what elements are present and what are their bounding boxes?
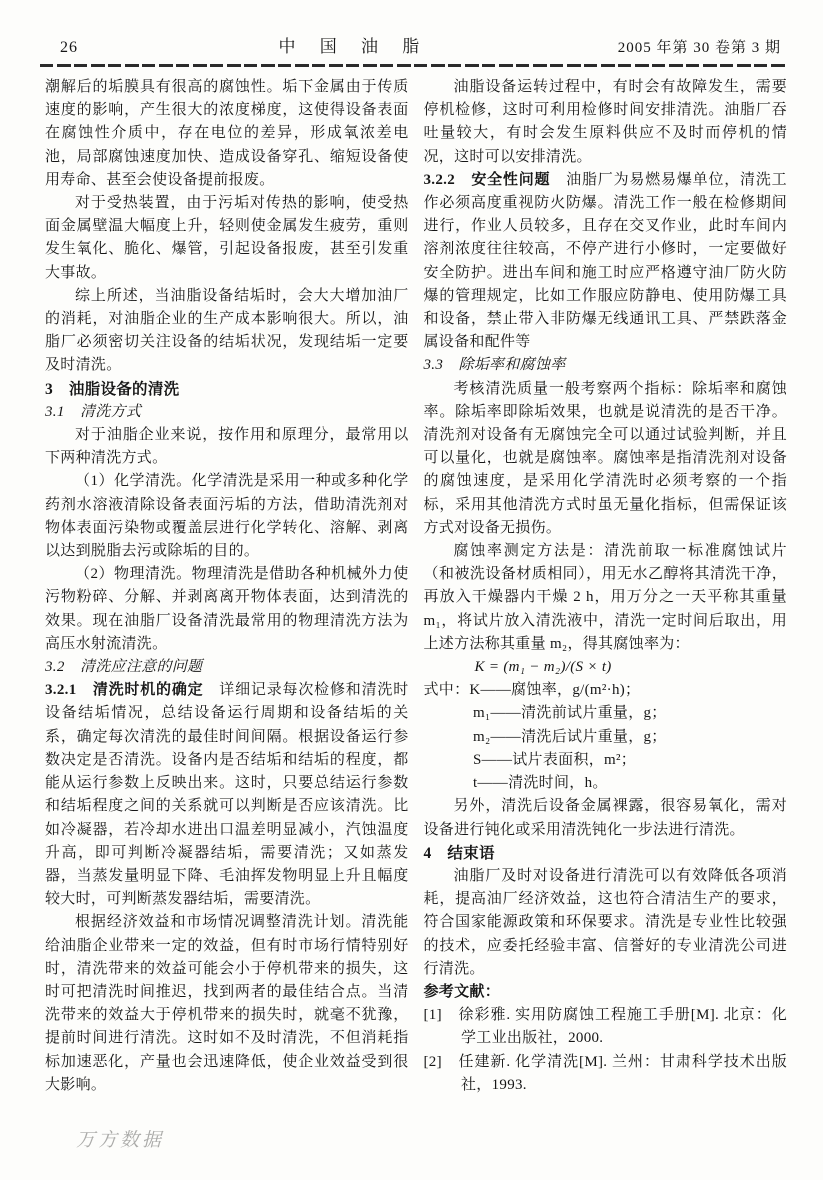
formula-where-line: 式中：K——腐蚀率，g/(m²·h)；	[423, 682, 641, 699]
journal-title: 中 国 油 脂	[278, 37, 430, 56]
section-heading-3: 3 油脂设备的清洗	[45, 380, 180, 398]
right-column	[424, 76, 788, 1097]
article-body	[0, 67, 823, 1097]
paragraph: 根据经济效益和市场情况调整清洗计划。清洗能给油脂企业带来一定的效益，但有时市场行情特别好时，清洗带来的效益可能会小于停机带来的损失，这时可把清洗时间推迟，找到两者的最佳结合点。当清洗带来的效益大于停机带来的损失时，就毫不犹豫，提前时间进行清洗。这时如不及时清洗，不但消耗指标加速恶化，产量也会迅速降低，使企业效益受到很大影响。	[45, 914, 409, 1093]
reference-item: [2] 任建新. 化学清洗[M]. 兰州：甘肃科学技术出版社，1993.	[423, 1053, 787, 1093]
left-column	[45, 76, 409, 1097]
paragraph: 潮解后的垢膜具有很高的腐蚀性。垢下金属由于传质速度的影响，产生很大的浓度梯度，这使得设备表面在腐蚀性介质中，存在电位的差异，形成氧浓差电池，局部腐蚀速度加快、造成设备穿孔、缩短设备使用寿命、甚至会使设备提前报废。	[45, 79, 409, 188]
subsection-heading-3-2-2: 3.2.2 安全性问题	[423, 171, 551, 188]
paragraph	[45, 679, 409, 911]
formula-where-line: S——试片表面积，m²；	[473, 751, 637, 768]
subsection-heading-3-3: 3.3 除垢率和腐蚀率	[423, 357, 566, 374]
issue-info: 2005 年第 30 卷第 3 期	[617, 40, 781, 56]
page-header	[0, 0, 823, 57]
paragraph: 另外，清洗后设备金属裸露，很容易氧化，需对设备进行钝化或采用清洗钝化一步法进行清洗。	[423, 798, 787, 838]
paragraph: 油脂设备运转过程中，有时会有故障发生，需要停机检修，这时可利用检修时间安排清洗。油脂厂吞吐量较大，有时会发生原料供应不及时而停机的情况，这时可以安排清洗。	[423, 79, 787, 165]
references-heading: 参考文献：	[423, 983, 501, 1000]
paragraph: 综上所述，当油脂设备结垢时，会大大增加油厂的消耗，对油脂企业的生产成本影响很大。所以，油脂厂必须密切关注设备的结垢状况，发现结垢一定要及时清洗。	[45, 287, 409, 374]
formula-where-line: m₁——清洗前试片重量，g；	[473, 705, 667, 722]
paragraph	[424, 169, 788, 355]
paragraph: 腐蚀率测定方法是：清洗前取一标准腐蚀试片（和被洗设备材质相同），用无水乙醇将其清洗干净，再放入干燥器内干燥 2 h，用万分之一天平称其重量 m₁，将试片放入清洗液中，清洗一定时间后取出，用上述方法称其重量 m₂，得其腐蚀率为：	[423, 543, 787, 652]
wanfang-watermark: 万方数据	[76, 1130, 165, 1151]
formula-where-line: t——清洗时间，h。	[473, 775, 608, 792]
subsection-heading-3-2: 3.2 清洗应注意的问题	[45, 659, 203, 676]
paragraph: 油脂厂及时对设备进行清洗可以有效降低各项消耗，提高油厂经济效益，这也符合清洁生产的要求，符合国家能源政策和环保要求。清洗是专业性比较强的技术，应委托经验丰富、信誉好的专业清洗公司进行清洗。	[423, 867, 787, 977]
paragraph: （1）化学清洗。化学清洗是采用一种或多种化学药剂水溶液清除设备表面污垢的方法，借助清洗剂对物体表面污染物或覆盖层进行化学转化、溶解、剥离以达到脱脂去污或除垢的目的。	[45, 473, 409, 560]
paragraph: 对于受热装置，由于污垢对传热的影响，使受热面金属壁温大幅度上升，轻则使金属发生疲劳，重则发生氧化、脆化、爆管，引起设备报废，甚至引发重大事故。	[45, 195, 409, 281]
paragraph-text: 详细记录每次检修和清洗时设备结垢情况，总结设备运行周期和设备结垢的关系，确定每次清洗的最佳时间间隔。根据设备运行参数决定是否清洗。设备内是否结垢和结垢的程度，都能从运行参数上反映出来。这时，只要总结运行参数和结垢程度之间的关系就可以判断是否应该清洗。比如冷凝器，若冷却水进出口温差明显减小，汽蚀温度升高，即可判断冷凝器结垢，需要清洗；又如蒸发器，当蒸发量明显下降、毛油挥发物明显上升且幅度较大时，可判断蒸发器结垢，需要清洗。	[45, 682, 409, 908]
subsection-heading-3-2-1: 3.2.1 清洗时机的确定	[45, 682, 204, 699]
paragraph: 考核清洗质量一般考察两个指标：除垢率和腐蚀率。除垢率即除垢效果，也就是说清洗的是否干净。清洗剂对设备有无腐蚀完全可以通过试验判断，并且可以量化，也就是腐蚀率。腐蚀率是指清洗剂对设备的腐蚀速度，是采用化学清洗时必须考察的一个指标，采用其他清洗方式时虽无量化指标，但需保证该方式对设备无损伤。	[423, 380, 787, 536]
paragraph: （2）物理清洗。物理清洗是借助各种机械外力使污物粉碎、分解、并剥离离开物体表面，达到清洗的效果。现在油脂厂设备清洗最常用的物理清洗方法为高压水射流清洗。	[45, 566, 409, 652]
reference-item: [1] 徐彩雅. 实用防腐蚀工程施工手册[M]. 北京：化学工业出版社，2000.	[423, 1007, 787, 1047]
subsection-heading-3-1: 3.1 清洗方式	[45, 403, 142, 420]
paragraph: 对于油脂企业来说，按作用和原理分，最常用以下两种清洗方式。	[45, 427, 409, 467]
section-heading-4: 4 结束语	[423, 844, 495, 862]
page-number: 26	[60, 39, 78, 56]
paragraph-text: 油脂厂为易燃易爆单位，清洗工作必须高度重视防火防爆。清洗工作一般在检修期间进行，作业人员较多，且存在交叉作业，此时车间内溶剂浓度往往较高，不停产进行小修时，一定要做好安全防护。进出车间和施工时应严格遵守油厂防火防爆的管理规定，比如工作服应防静电、使用防爆工具和设备，禁止带入非防爆无线通讯工具、严禁跌落金属设备和配件等	[423, 171, 787, 351]
corrosion-rate-formula: K = (m₁ − m₂)/(S × t)	[474, 659, 612, 676]
formula-where-line: m₂——清洗后试片重量，g；	[473, 728, 667, 745]
